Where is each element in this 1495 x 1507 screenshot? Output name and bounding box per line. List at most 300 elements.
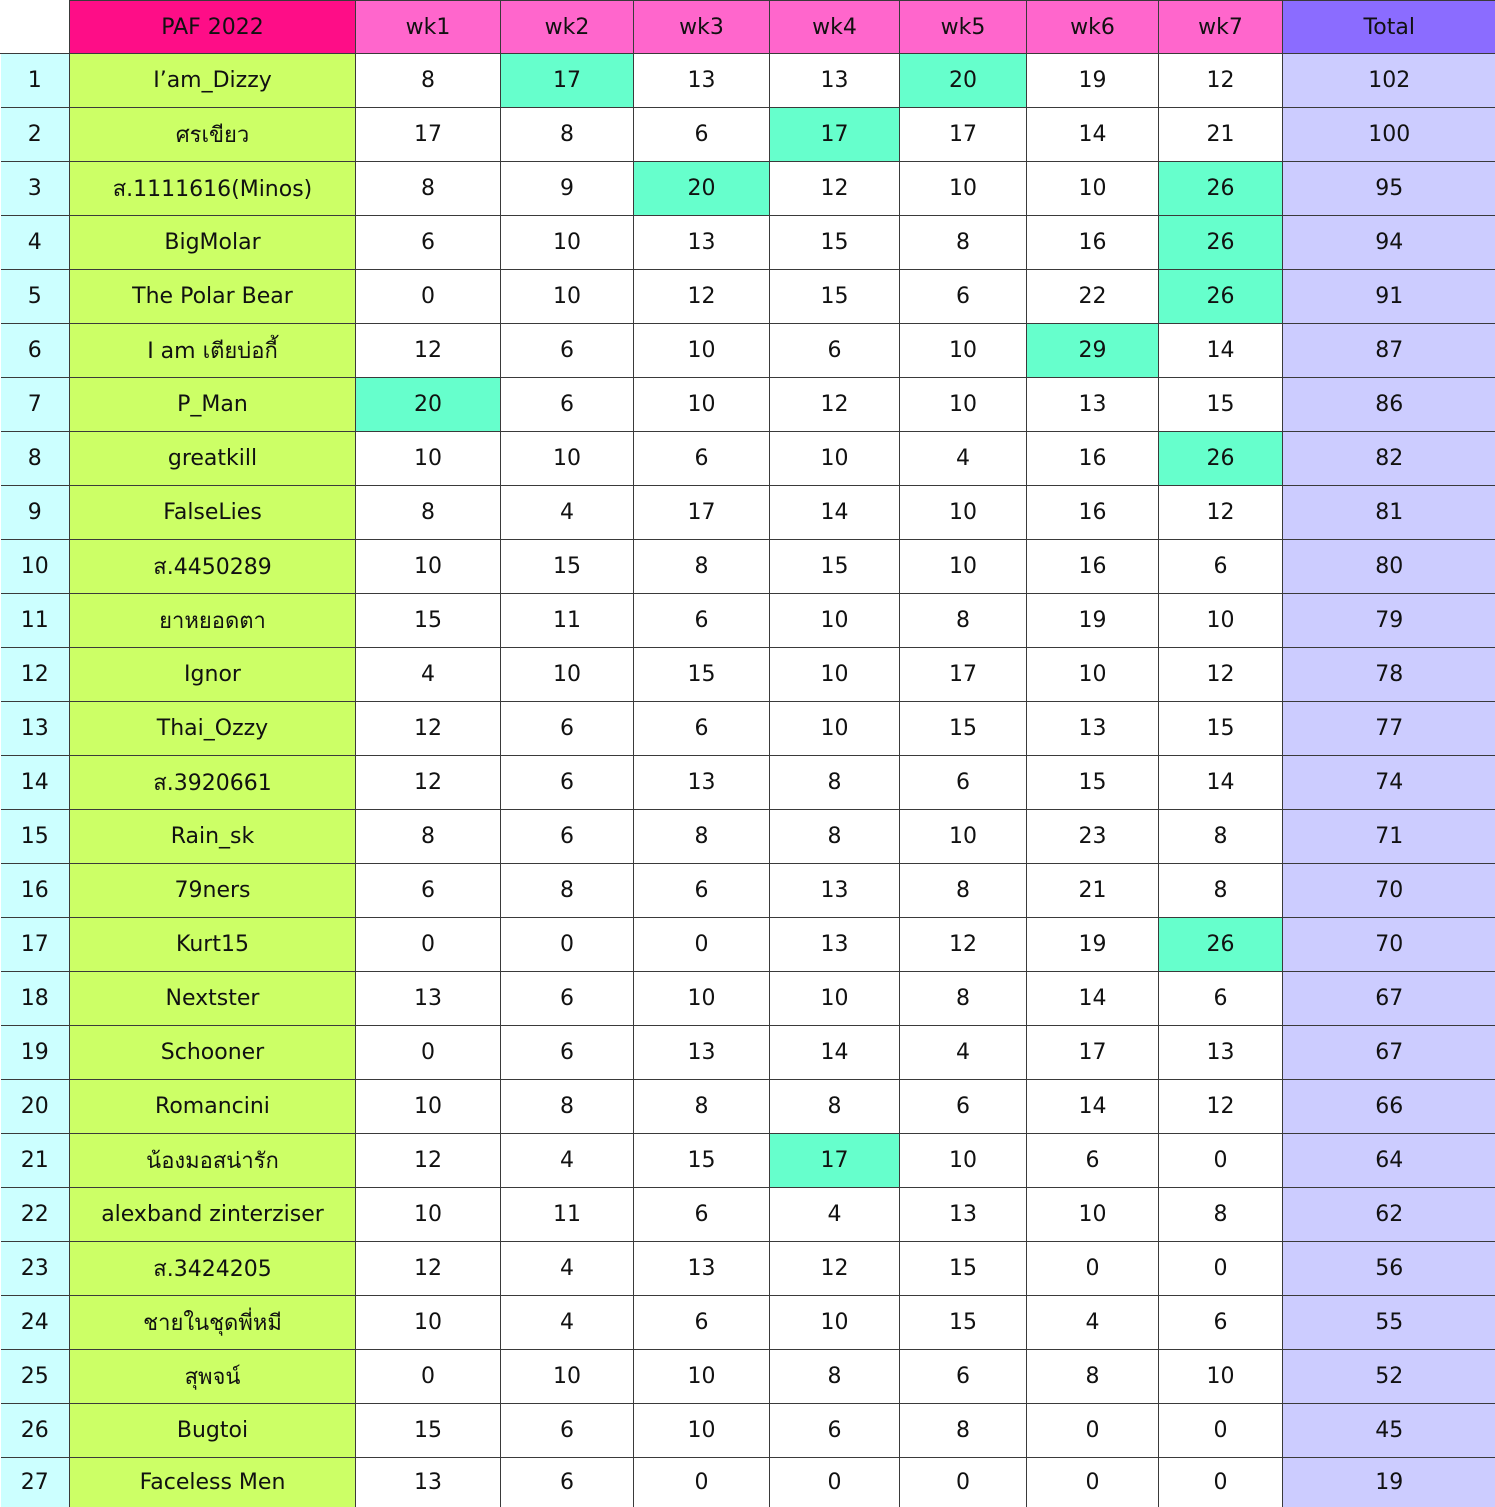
score-cell: 8 [900,1404,1027,1458]
table-row [1,864,1495,918]
score-cell: 12 [770,378,900,432]
score-cell: 15 [634,648,770,702]
total-cell: 100 [1283,108,1495,162]
score-cell: 8 [770,756,900,810]
score-cell: 12 [1159,648,1283,702]
table-row [1,756,1495,810]
score-cell: 6 [501,1404,634,1458]
score-cell: 8 [356,810,501,864]
table-row [1,270,1495,324]
score-cell: 13 [1027,378,1159,432]
score-cell: 0 [356,1350,501,1404]
score-cell: 6 [900,1350,1027,1404]
score-cell: 10 [900,162,1027,216]
table-row [1,324,1495,378]
score-cell: 10 [356,1188,501,1242]
score-cell: 10 [770,594,900,648]
total-cell: 91 [1283,270,1495,324]
score-cell: 19 [1027,54,1159,108]
score-cell: 15 [770,270,900,324]
score-cell: 10 [900,1134,1027,1188]
score-cell: 8 [1159,1188,1283,1242]
player-name-cell: I am เตียบ่อกี้ [70,324,356,378]
score-cell: 13 [634,54,770,108]
total-cell: 86 [1283,378,1495,432]
score-cell: 12 [1159,1080,1283,1134]
score-cell: 15 [1159,378,1283,432]
header-row [1,1,1495,54]
player-name-cell: P_Man [70,378,356,432]
score-cell: 13 [634,1242,770,1296]
score-cell: 12 [770,1242,900,1296]
score-cell: 15 [356,1404,501,1458]
score-cell: 0 [356,1026,501,1080]
score-cell: 0 [1027,1404,1159,1458]
score-cell: 8 [770,1350,900,1404]
total-cell: 94 [1283,216,1495,270]
total-cell: 62 [1283,1188,1495,1242]
score-cell: 8 [900,216,1027,270]
player-name-cell: ส.3920661 [70,756,356,810]
score-cell: 10 [634,1404,770,1458]
score-cell: 0 [634,918,770,972]
score-cell: 10 [900,540,1027,594]
total-cell: 70 [1283,864,1495,918]
score-cell: 10 [1027,1188,1159,1242]
score-cell: 12 [1159,486,1283,540]
score-cell: 0 [1159,1458,1283,1507]
header-wk5: wk5 [900,1,1027,54]
score-cell: 13 [770,918,900,972]
score-cell: 12 [356,1134,501,1188]
score-cell: 8 [356,162,501,216]
score-cell: 8 [501,864,634,918]
table-row [1,1404,1495,1458]
score-cell: 8 [770,1080,900,1134]
player-name-cell: Ignor [70,648,356,702]
score-cell: 13 [634,756,770,810]
rank-cell: 22 [1,1188,70,1242]
score-cell: 12 [356,756,501,810]
table-row [1,1242,1495,1296]
table-row [1,216,1495,270]
score-cell: 11 [501,1188,634,1242]
score-cell: 13 [1027,702,1159,756]
total-cell: 82 [1283,432,1495,486]
table-row [1,108,1495,162]
score-cell: 13 [634,216,770,270]
top-score-cell: 26 [1159,162,1283,216]
score-cell: 14 [1159,324,1283,378]
score-cell: 13 [770,54,900,108]
score-cell: 6 [501,1026,634,1080]
score-cell: 14 [770,486,900,540]
score-cell: 4 [900,432,1027,486]
score-cell: 12 [356,702,501,756]
score-cell: 15 [501,540,634,594]
top-score-cell: 17 [501,54,634,108]
score-cell: 10 [356,1296,501,1350]
score-cell: 10 [770,972,900,1026]
rank-cell: 7 [1,378,70,432]
table-row [1,1350,1495,1404]
player-name-cell: น้องมอสน่ารัก [70,1134,356,1188]
score-cell: 6 [900,270,1027,324]
score-cell: 15 [1159,702,1283,756]
rank-cell: 23 [1,1242,70,1296]
score-cell: 22 [1027,270,1159,324]
score-cell: 15 [634,1134,770,1188]
score-cell: 0 [1027,1458,1159,1507]
total-cell: 79 [1283,594,1495,648]
score-cell: 10 [634,378,770,432]
score-cell: 10 [770,432,900,486]
header-wk4: wk4 [770,1,900,54]
score-cell: 13 [634,1026,770,1080]
score-cell: 10 [501,270,634,324]
score-cell: 4 [356,648,501,702]
score-cell: 8 [900,864,1027,918]
score-cell: 6 [1027,1134,1159,1188]
player-name-cell: 79ners [70,864,356,918]
rank-cell: 6 [1,324,70,378]
rank-cell: 11 [1,594,70,648]
score-cell: 15 [900,1296,1027,1350]
total-cell: 56 [1283,1242,1495,1296]
total-cell: 66 [1283,1080,1495,1134]
score-cell: 6 [634,702,770,756]
score-cell: 0 [1159,1404,1283,1458]
score-cell: 6 [900,1080,1027,1134]
top-score-cell: 29 [1027,324,1159,378]
score-cell: 8 [770,810,900,864]
table-row [1,918,1495,972]
rank-cell: 18 [1,972,70,1026]
score-cell: 10 [770,648,900,702]
top-score-cell: 20 [356,378,501,432]
score-cell: 16 [1027,486,1159,540]
score-cell: 23 [1027,810,1159,864]
score-cell: 15 [1027,756,1159,810]
score-cell: 6 [1159,540,1283,594]
player-name-cell: ศรเขียว [70,108,356,162]
header-wk6: wk6 [1027,1,1159,54]
score-cell: 14 [1027,1080,1159,1134]
score-cell: 6 [634,594,770,648]
score-cell: 6 [634,1296,770,1350]
table-row [1,432,1495,486]
score-cell: 6 [634,432,770,486]
score-cell: 10 [634,1350,770,1404]
score-cell: 13 [356,972,501,1026]
rank-cell: 15 [1,810,70,864]
score-cell: 10 [900,324,1027,378]
score-cell: 10 [356,540,501,594]
total-cell: 87 [1283,324,1495,378]
score-cell: 0 [356,918,501,972]
table-row [1,702,1495,756]
table-row [1,54,1495,108]
score-cell: 15 [770,216,900,270]
rank-cell: 3 [1,162,70,216]
table-body [1,54,1495,1507]
score-cell: 10 [501,648,634,702]
score-cell: 10 [1027,648,1159,702]
top-score-cell: 26 [1159,270,1283,324]
score-cell: 4 [770,1188,900,1242]
score-cell: 16 [1027,432,1159,486]
total-cell: 80 [1283,540,1495,594]
table-row [1,486,1495,540]
table-row [1,1026,1495,1080]
score-cell: 8 [1027,1350,1159,1404]
player-name-cell: Faceless Men [70,1458,356,1507]
total-cell: 78 [1283,648,1495,702]
table-row [1,1134,1495,1188]
score-cell: 0 [356,270,501,324]
score-cell: 8 [900,972,1027,1026]
rank-cell: 13 [1,702,70,756]
player-name-cell: Bugtoi [70,1404,356,1458]
score-cell: 4 [1027,1296,1159,1350]
total-cell: 64 [1283,1134,1495,1188]
score-cell: 0 [900,1458,1027,1507]
score-cell: 6 [501,972,634,1026]
rank-cell: 12 [1,648,70,702]
score-cell: 10 [900,810,1027,864]
score-cell: 6 [1159,1296,1283,1350]
score-cell: 10 [356,1080,501,1134]
score-cell: 13 [770,864,900,918]
header-wk3: wk3 [634,1,770,54]
total-cell: 77 [1283,702,1495,756]
rank-cell: 8 [1,432,70,486]
total-cell: 71 [1283,810,1495,864]
player-name-cell: Nextster [70,972,356,1026]
table-row [1,1080,1495,1134]
score-cell: 0 [770,1458,900,1507]
score-cell: 17 [1027,1026,1159,1080]
score-cell: 12 [356,1242,501,1296]
score-cell: 6 [1159,972,1283,1026]
player-name-cell: Rain_sk [70,810,356,864]
score-cell: 0 [1159,1134,1283,1188]
score-cell: 11 [501,594,634,648]
score-cell: 12 [356,324,501,378]
total-cell: 102 [1283,54,1495,108]
score-cell: 10 [1159,594,1283,648]
score-cell: 6 [501,702,634,756]
rank-cell: 4 [1,216,70,270]
rank-cell: 24 [1,1296,70,1350]
player-name-cell: Thai_Ozzy [70,702,356,756]
score-cell: 16 [1027,540,1159,594]
score-cell: 8 [634,1080,770,1134]
score-cell: 0 [1159,1242,1283,1296]
score-cell: 10 [900,378,1027,432]
total-cell: 70 [1283,918,1495,972]
total-cell: 45 [1283,1404,1495,1458]
total-cell: 67 [1283,1026,1495,1080]
score-cell: 0 [634,1458,770,1507]
table-row [1,1188,1495,1242]
score-cell: 8 [634,540,770,594]
score-cell: 14 [1027,972,1159,1026]
score-cell: 0 [1027,1242,1159,1296]
score-cell: 17 [634,486,770,540]
score-cell: 12 [1159,54,1283,108]
score-cell: 10 [634,324,770,378]
rank-cell: 14 [1,756,70,810]
score-cell: 6 [770,1404,900,1458]
score-cell: 8 [1159,864,1283,918]
player-name-cell: The Polar Bear [70,270,356,324]
score-cell: 10 [1027,162,1159,216]
score-cell: 10 [634,972,770,1026]
table-row [1,594,1495,648]
player-name-cell: Romancini [70,1080,356,1134]
corner-cell [1,1,70,54]
table-row [1,972,1495,1026]
score-cell: 21 [1027,864,1159,918]
score-cell: 8 [501,1080,634,1134]
score-cell: 6 [356,216,501,270]
score-cell: 4 [501,486,634,540]
score-cell: 17 [900,648,1027,702]
score-cell: 4 [900,1026,1027,1080]
score-cell: 10 [501,216,634,270]
score-cell: 21 [1159,108,1283,162]
total-cell: 74 [1283,756,1495,810]
score-cell: 6 [770,324,900,378]
score-cell: 12 [634,270,770,324]
score-cell: 8 [900,594,1027,648]
header-total: Total [1283,1,1495,54]
score-cell: 6 [634,108,770,162]
total-cell: 19 [1283,1458,1495,1507]
score-cell: 8 [501,108,634,162]
score-cell: 17 [900,108,1027,162]
rank-cell: 19 [1,1026,70,1080]
rank-cell: 25 [1,1350,70,1404]
score-cell: 10 [770,1296,900,1350]
score-cell: 10 [501,432,634,486]
rank-cell: 21 [1,1134,70,1188]
score-cell: 17 [356,108,501,162]
top-score-cell: 17 [770,108,900,162]
score-cell: 16 [1027,216,1159,270]
rank-cell: 9 [1,486,70,540]
score-cell: 15 [356,594,501,648]
player-name-cell: I’am_Dizzy [70,54,356,108]
player-name-cell: greatkill [70,432,356,486]
player-name-cell: BigMolar [70,216,356,270]
score-cell: 6 [634,1188,770,1242]
score-cell: 6 [501,756,634,810]
score-cell: 6 [900,756,1027,810]
score-cell: 13 [1159,1026,1283,1080]
score-cell: 13 [900,1188,1027,1242]
score-cell: 19 [1027,918,1159,972]
header-wk1: wk1 [356,1,501,54]
score-cell: 14 [770,1026,900,1080]
top-score-cell: 26 [1159,432,1283,486]
table-row [1,540,1495,594]
player-name-cell: Schooner [70,1026,356,1080]
rank-cell: 16 [1,864,70,918]
score-cell: 8 [356,486,501,540]
total-cell: 81 [1283,486,1495,540]
header-wk2: wk2 [501,1,634,54]
score-cell: 10 [900,486,1027,540]
player-name-cell: ชายในชุดพี่หมี [70,1296,356,1350]
score-cell: 6 [501,810,634,864]
rank-cell: 10 [1,540,70,594]
table-row [1,648,1495,702]
score-cell: 19 [1027,594,1159,648]
score-cell: 6 [501,324,634,378]
total-cell: 52 [1283,1350,1495,1404]
total-cell: 55 [1283,1296,1495,1350]
rank-cell: 27 [1,1458,70,1507]
player-name-cell: FalseLies [70,486,356,540]
score-cell: 6 [356,864,501,918]
player-name-cell: ส.4450289 [70,540,356,594]
score-cell: 4 [501,1134,634,1188]
top-score-cell: 20 [900,54,1027,108]
player-name-cell: ยาหยอดตา [70,594,356,648]
score-cell: 15 [770,540,900,594]
total-cell: 67 [1283,972,1495,1026]
score-cell: 15 [900,702,1027,756]
table-title: PAF 2022 [70,1,356,54]
score-cell: 6 [634,864,770,918]
score-cell: 10 [501,1350,634,1404]
score-cell: 10 [1159,1350,1283,1404]
table-row [1,378,1495,432]
table-row [1,810,1495,864]
score-cell: 15 [900,1242,1027,1296]
score-cell: 12 [900,918,1027,972]
score-cell: 12 [770,162,900,216]
score-cell: 4 [501,1242,634,1296]
rank-cell: 26 [1,1404,70,1458]
score-cell: 10 [770,702,900,756]
top-score-cell: 20 [634,162,770,216]
score-cell: 9 [501,162,634,216]
player-name-cell: ส.3424205 [70,1242,356,1296]
score-cell: 4 [501,1296,634,1350]
total-cell: 95 [1283,162,1495,216]
player-name-cell: Kurt15 [70,918,356,972]
score-cell: 8 [1159,810,1283,864]
score-cell: 8 [634,810,770,864]
rank-cell: 2 [1,108,70,162]
score-cell: 6 [501,378,634,432]
table-row [1,162,1495,216]
score-cell: 13 [356,1458,501,1507]
rank-cell: 1 [1,54,70,108]
header-wk7: wk7 [1159,1,1283,54]
score-cell: 14 [1027,108,1159,162]
player-name-cell: สุพจน์ [70,1350,356,1404]
table-row [1,1296,1495,1350]
score-cell: 14 [1159,756,1283,810]
player-name-cell: alexband zinterziser [70,1188,356,1242]
rank-cell: 17 [1,918,70,972]
score-cell: 0 [501,918,634,972]
score-cell: 6 [501,1458,634,1507]
